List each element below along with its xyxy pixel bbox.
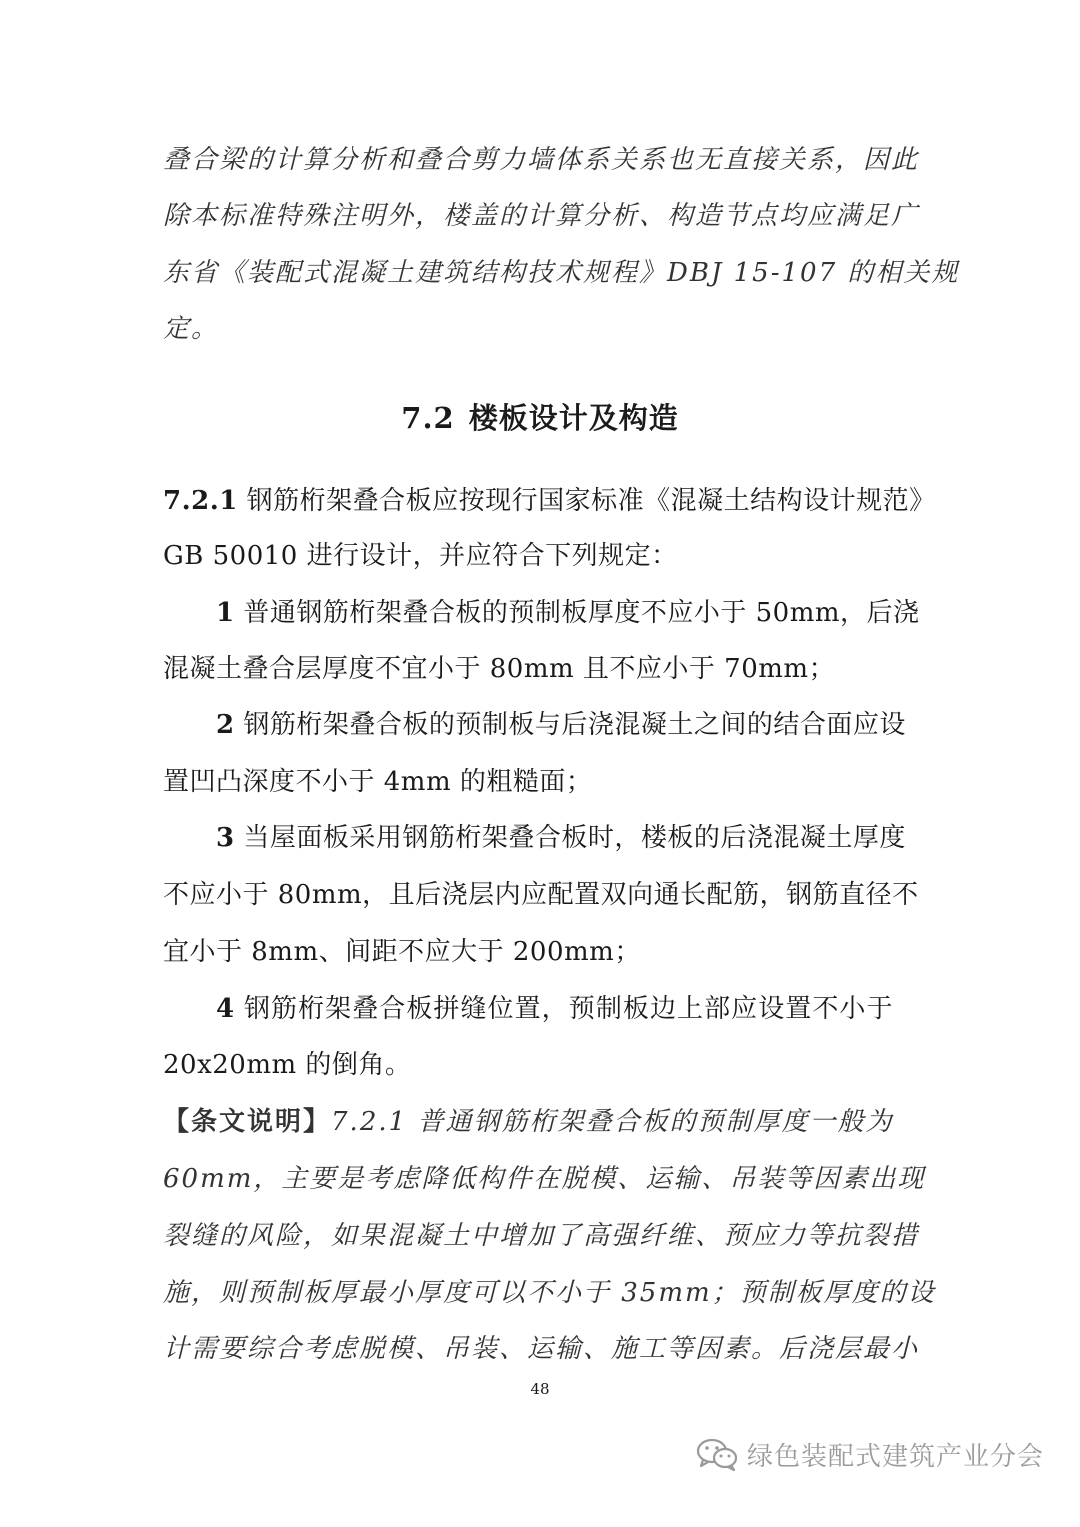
explanation-line-4: 施，则预制板厚最小厚度可以不小于 35mm；预制板厚度的设 [163,1278,936,1308]
section-title: 楼板设计及构造 [468,401,679,435]
item-2-line-1 [216,708,906,742]
item-1-line-2: 混凝土叠合层厚度不宜小于 80mm 且不应小于 70mm； [163,654,836,684]
item-1-text: 普通钢筋桁架叠合板的预制板厚度不应小于 50mm，后浇 [243,598,920,628]
clause-line-2: GB 50010 进行设计，并应符合下列规定： [163,541,678,571]
item-3-line-2: 不应小于 80mm，且后浇层内应配置双向通长配筋，钢筋直径不 [163,880,919,910]
explanation-line-3: 裂缝的风险，如果混凝土中增加了高强纤维、预应力等抗裂措 [163,1221,920,1251]
item-4-number: 4 [216,994,235,1024]
item-1-number: 1 [216,598,235,628]
explanation-line-5: 计需要综合考虑脱模、吊装、运输、施工等因素。后浇层最小 [163,1334,920,1364]
item-2-text: 钢筋桁架叠合板的预制板与后浇混凝土之间的结合面应设 [243,710,906,740]
continuation-line-3: 东省《装配式混凝土建筑结构技术规程》DBJ 15-107 的相关规 [163,258,960,288]
clause-line-1 [163,484,936,518]
clause-number: 7.2.1 [163,486,238,516]
page-number: 48 [530,1380,550,1398]
continuation-line-1: 叠合梁的计算分析和叠合剪力墙体系关系也无直接关系，因此 [163,145,920,175]
clause-text-1: 钢筋桁架叠合板应按现行国家标准《混凝土结构设计规范》 [246,486,936,516]
wechat-icon [695,1436,739,1472]
section-number: 7.2 [401,401,455,435]
item-1-line-1 [216,596,920,630]
section-heading [0,396,1080,437]
item-3-number: 3 [216,823,235,853]
explanation-text-1: 普通钢筋桁架叠合板的预制厚度一般为 [417,1107,894,1137]
item-3-line-3: 宜小于 8mm、间距不应大于 200mm； [163,937,641,967]
item-2-line-2: 置凹凸深度不小于 4mm 的粗糙面； [163,767,593,797]
explanation-label: 【条文说明】 [163,1107,332,1137]
item-3-line-1 [216,821,906,855]
continuation-line-4: 定。 [163,314,220,344]
explanation-line-1 [163,1105,893,1139]
watermark-text: 绿色装配式建筑产业分会 [746,1441,1044,1472]
watermark [695,1434,1044,1474]
explanation-line-2: 60mm，主要是考虑降低构件在脱模、运输、吊装等因素出现 [163,1164,926,1194]
continuation-line-2: 除本标准特殊注明外，楼盖的计算分析、构造节点均应满足广 [163,201,920,231]
item-4-text: 钢筋桁架叠合板拼缝位置，预制板边上部应设置不小于 [243,994,893,1024]
explanation-number: 7.2.1 [331,1107,408,1137]
item-2-number: 2 [216,710,235,740]
item-4-line-1 [216,992,893,1026]
item-3-text: 当屋面板采用钢筋桁架叠合板时，楼板的后浇混凝土厚度 [243,823,906,853]
item-4-line-2: 20x20mm 的倒角。 [163,1050,412,1080]
